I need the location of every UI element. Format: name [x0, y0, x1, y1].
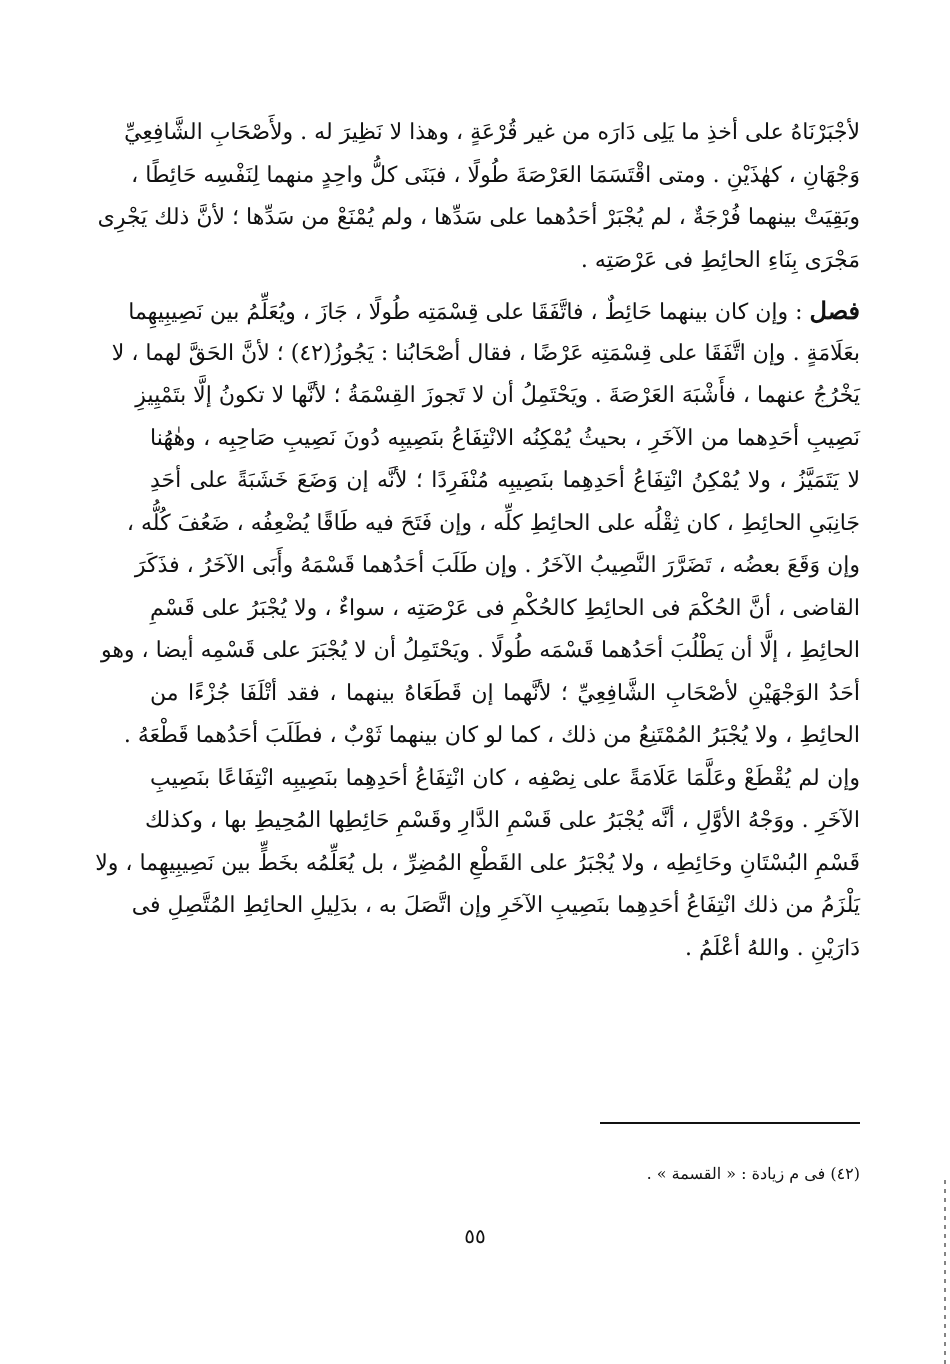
text-line: دَارَيْنِ . واللهُ أعْلَمُ .: [684, 935, 860, 961]
text-line: القاضى ، أنَّ الحُكْمَ فى الحائِطِ كالحُكْمِ فى عَرْصَتِه ، سواءٌ ، ولا يُجْبَرُ على قَسْمِ: [150, 595, 860, 621]
text-line: يَلْزَمُ من ذلك انْتِفَاعُ أحَدِهِما بنَصِيبِ الآخَرِ وإن اتَّصَلَ به ، بدَلِيلِ الحائِطِ المُتَّصِلِ فى: [131, 893, 860, 918]
page-number: ٥٥: [464, 1224, 486, 1248]
paragraph-2: [95, 290, 860, 970]
text-line: وبَقِيَتْ بينهما فُرْجَةٌ ، لم يُجْبَرْ أحَدُهما على سَدِّها ، ولم يُمْنَعْ من سَدِّها ؛ لأنَّ ذلك يَجْرِى: [97, 205, 860, 230]
text-line: الحائِطِ ، إلَّا أن يَطْلُبَ أحَدُهما قَسْمَه طُولًا . ويَحْتَمِلُ أن لا يُجْبَرَ على قَسْمِه أيضا ، وهو: [100, 638, 860, 663]
text-line: مَجْرَى بِنَاءِ الحائِطِ فى عَرْصَتِه .: [580, 247, 860, 273]
text-line: جَانِبَىِ الحائِطِ ، كان ثِقْلُه على الحائِطِ كلِّه ، وإن فَتَحَ فيه طَاقًا يُضْعِفُه ، ضَعُفَ كُلُّه ،: [126, 510, 860, 536]
main-text: [95, 112, 860, 970]
text-line: نَصِيبِ أحَدِهما من الآخَرِ ، بحيثُ يُمْكِنُه الانْتِفَاعُ بنَصِيبِه دُونَ نَصِيبِ صَاحِبِه ، وهٰهُنا: [150, 425, 860, 451]
text-line: لأجْبَرْنَاهُ على أخذِ ما يَلِى دَارَه من غير قُرْعَةٍ ، وهذا لا نَظِيرَ له . ولأَصْحَابِ الشَّافِعِيِّ: [124, 120, 860, 145]
text-line: يَخْرُجُ عنهما ، فأَشْبَهَ العَرْصَةَ . ويَحْتَمِلُ أن لا تَجوزَ القِسْمَةُ ؛ لأنَّها لا تكونُ إلَّا بتَمْيِيزِ: [135, 383, 860, 408]
text-line: وَجْهَانِ ، كهٰذَيْنِ . ومتى اقْتَسَمَا العَرْصَةَ طُولًا ، فبَنَى كلُّ واحِدٍ منهما لِنَفْسِه حَائِطًا ،: [131, 162, 860, 188]
paragraph-1: [97, 112, 860, 282]
scan-edge-mark: [944, 1180, 946, 1364]
text-line: بعَلَامَةٍ . وإن اتَّفَقَا على قِسْمَتِه عَرْضًا ، فقال أصْحَابُنا : يَجُوزُ(٤٢) ؛ لأنَّ الحَقَّ لهما ، لا: [111, 340, 860, 366]
text-line-rest: : وإن كان بينهما حَائِطٌ ، فاتَّفَقَا على قِسْمَتِه طُولًا ، جَازَ ، ويُعَلِّمُ بين نَصِيبِيهِما: [128, 300, 803, 325]
text-line: وإن لم يُقْطَعْ وعَلَّمَا عَلَامَةً على نِصْفِه ، كان انْتِفَاعُ أحَدِهِما بنَصِيبِه انْتِفَاعًا بنَصِيبِ: [150, 765, 860, 791]
text-line: الحائِطِ ، ولا يُجْبَرُ المُمْتَنِعُ من ذلك ، كما لو كان بينهما ثَوْبٌ ، فطَلَبَ أحَدُهما قَطْعَهُ .: [123, 723, 860, 748]
text-line: لا يَتَمَيَّزُ ، ولا يُمْكِنُ انْتِفَاعُ أحَدِهِما بنَصِيبِه مُنْفَرِدًا ؛ لأنَّه إن وَضَعَ خَشَبَةً على أحَدِ: [150, 468, 860, 493]
text-line-with-heading: [128, 290, 860, 333]
footnote-divider: [600, 1122, 860, 1124]
text-line: الآخَرِ . ووَجْهُ الأوَّلِ ، أنَّه يُجْبَرُ على قَسْمِ الدَّارِ وقَسْمِ حَائِطِها المُحِيطِ بها ، وكذلك: [145, 808, 860, 833]
section-heading: فصل: [809, 296, 860, 325]
text-line: أحَدُ الوَجْهَيْنِ لأصْحَابِ الشَّافِعِيِّ ؛ لأنَّهما إن قَطَعَاهُ بينهما ، فقد أتْلَفَا جُزْءًا من: [150, 680, 860, 706]
paragraph-gap: [150, 282, 860, 290]
footnote: (٤٢) فى م زيادة : « القسمة » .: [646, 1164, 860, 1183]
text-line: وإن وَقَعَ بعضُه ، تَضَرَّرَ النَّصِيبُ الآخَرُ . وإن طَلَبَ أحَدُهما قَسْمَهُ وأَبَى الآخَرُ ، فذَكَرَ: [134, 553, 860, 578]
text-line: قَسْمِ البُسْتَانِ وحَائِطِه ، ولا يُجْبَرُ على القَطْعِ المُضِرِّ ، بل يُعَلِّمُه بخَطٍّ بين نَصِيبِيهِما ، ولا: [95, 850, 860, 876]
